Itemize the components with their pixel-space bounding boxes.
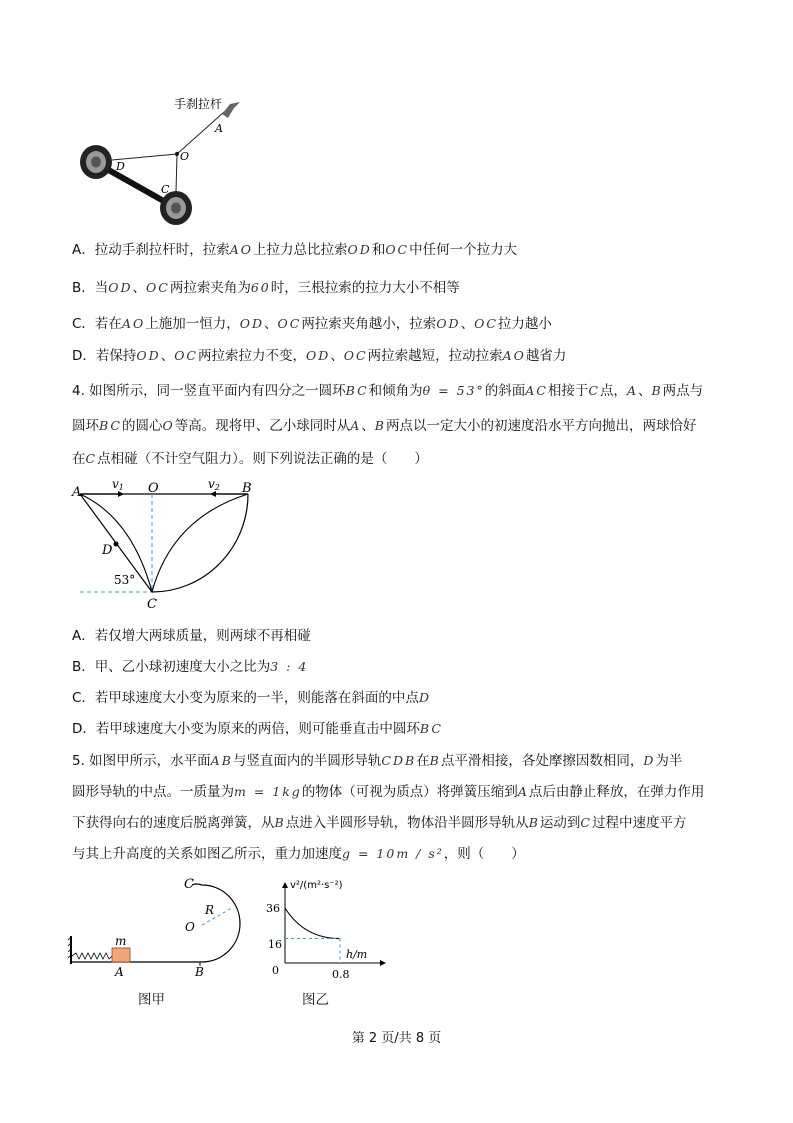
svg-text:v2 (208, 478, 220, 492)
q4-figure (70, 478, 270, 613)
right-wheel (160, 191, 192, 225)
svg-text:v1 (112, 478, 124, 492)
x-axis-label: h/m (346, 948, 368, 961)
label-A: A (72, 485, 82, 500)
q3-option-A: A．拉动手刹拉杆时，拉索AO上拉力总比拉索OD和OC中任何一个拉力大 (72, 242, 518, 258)
point-O (175, 152, 179, 156)
left-wheel (80, 145, 112, 179)
caption-yi: 图乙 (302, 992, 329, 1008)
handle-icon (222, 102, 240, 118)
label-v2: v (208, 478, 215, 491)
origin-label: 0 (272, 964, 279, 977)
q4-option-C: C．若甲球速度大小变为原来的一半，则能落在斜面的中点D (72, 690, 431, 706)
label-D: D (102, 543, 113, 558)
q4-option-D: D．若甲球速度大小变为原来的两倍，则可能垂直击中圆环BC (72, 721, 443, 737)
y-tick-36: 36 (266, 902, 280, 915)
label-C: C (161, 183, 170, 196)
q5-stem-line3: 下获得向右的速度后脱离弹簧，从B点进入半圆形导轨，物体沿半圆形导轨从B运动到C过程中速度平方 (72, 815, 687, 831)
block-m (112, 948, 130, 962)
spring (72, 953, 112, 959)
label-O: O (180, 150, 190, 163)
label-C: C (184, 877, 194, 892)
q3-option-D: D．若保持OD、OC两拉索拉力不变，OD、OC两拉索越短，拉动拉索AO越省力 (72, 348, 567, 364)
label-v2-sub: 2 (214, 483, 220, 492)
page-footer: 第 2 页/共 8 页 (351, 1031, 442, 1046)
v2-h-curve (285, 908, 340, 939)
label-B: B (195, 965, 204, 979)
label-A: A (115, 965, 124, 979)
label-C: C (147, 597, 157, 612)
q4-option-B: B．甲、乙小球初速度大小之比为3 : 4 (72, 659, 309, 675)
y-tick-16: 16 (268, 938, 282, 951)
x-tick-0.8: 0.8 (332, 968, 350, 981)
y-axis-label: v²/(m²·s⁻²) (290, 880, 343, 891)
semicircle-track (192, 884, 240, 962)
label-B: B (242, 481, 252, 496)
q4-stem-line1: 4. 如图所示，同一竖直平面内有四分之一圆环BC和倾角为θ = 53°的斜面AC相接于C点，A、B两点与 (72, 383, 704, 399)
y-axis-arrow (282, 882, 288, 888)
trajectory-B (152, 494, 248, 592)
q4-stem-line3: 在C点相碰（不计空气阻力）。则下列说法正确的是（ ） (72, 451, 428, 467)
label-v1-sub: 1 (118, 483, 124, 492)
handle-label: 手刹拉杆 (174, 97, 223, 111)
x-axis-arrow (380, 960, 386, 966)
q4-option-A: A．若仅增大两球质量，则两球不再相碰 (72, 628, 311, 644)
q5-figure-jia (68, 874, 248, 984)
arc-BC (152, 494, 248, 592)
label-v1: v (112, 478, 119, 491)
handbrake-figure (72, 92, 262, 227)
q4-stem-line2: 圆环BC的圆心O等高。现将甲、乙小球同时从A、B两点以一定大小的初速度沿水平方向抛出，两球恰好 (72, 418, 697, 434)
q5-stem-line2: 圆形导轨的中点。一质量为m = 1kg的物体（可视为质点）将弹簧压缩到A点后由静止释放，在弹力作用 (72, 784, 705, 800)
label-angle: 53° (114, 573, 136, 587)
q5-stem-line4: 与其上升高度的关系如图乙所示，重力加速度g = 10m / s²，则（ ） (72, 846, 525, 862)
q5-stem-line1: 5. 如图甲所示，水平面AB与竖直面内的半圆形导轨CDB在B点平滑相接，各处摩擦因数相同，D为半 (72, 753, 683, 769)
point-D (114, 542, 119, 547)
cable-OC (176, 154, 177, 192)
label-m: m (115, 934, 127, 948)
label-A: A (215, 122, 223, 135)
label-D: D (116, 160, 125, 173)
q5-figure-yi-chart (262, 876, 402, 986)
q3-option-B: B．当OD、OC两拉索夹角为60时，三根拉索的拉力大小不相等 (72, 280, 460, 296)
q3-option-C: C．若在AO上施加一恒力，OD、OC两拉索夹角越小，拉索OD、OC拉力越小 (72, 316, 552, 332)
caption-jia: 图甲 (138, 992, 165, 1008)
label-O: O (148, 481, 159, 496)
label-O: O (185, 920, 195, 934)
label-R: R (205, 903, 215, 917)
